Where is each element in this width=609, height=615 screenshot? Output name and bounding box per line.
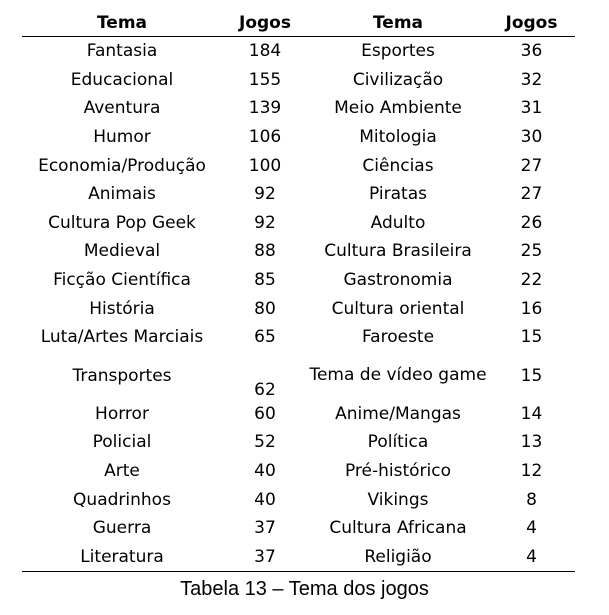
games-right-cell: 27 <box>520 155 543 176</box>
games-left-cell: 92 <box>254 184 276 205</box>
games-right-cell: 31 <box>520 98 543 119</box>
table-row <box>22 180 575 209</box>
games-left-cell: 80 <box>254 298 276 319</box>
table-header-row <box>22 9 575 37</box>
games-left-cell: 62 <box>254 379 276 400</box>
table-row <box>22 266 575 295</box>
games-right-cell: 25 <box>520 241 543 262</box>
games-left-cell: 37 <box>254 518 276 539</box>
theme-right-cell: Ciências <box>362 155 434 176</box>
theme-right-cell: Civilização <box>352 69 444 90</box>
theme-left-cell: Aventura <box>83 98 161 119</box>
table-caption: Tabela 13 – Tema dos jogos <box>180 578 429 600</box>
games-left-cell: 92 <box>254 212 276 233</box>
theme-right-cell: Anime/Mangas <box>335 403 461 424</box>
theme-right-cell: Cultura Brasileira <box>324 241 472 262</box>
theme-right-cell: Religião <box>308 543 488 572</box>
games-left-cell: 40 <box>254 461 276 482</box>
games-right-cell: 15 <box>520 365 543 386</box>
theme-left-cell: Animais <box>88 184 156 205</box>
table-row <box>22 543 575 572</box>
theme-left-cell: Transportes <box>72 365 172 386</box>
theme-left-cell: Guerra <box>92 518 152 539</box>
games-left-cell: 37 <box>222 543 308 572</box>
table-row <box>22 428 575 457</box>
theme-right-cell: Pré-histórico <box>344 461 452 482</box>
table-row <box>22 94 575 123</box>
theme-left-cell: Horror <box>95 403 149 424</box>
table-row <box>22 323 575 352</box>
header-theme-left: Tema <box>22 9 222 37</box>
table-row <box>22 294 575 323</box>
games-right-cell: 4 <box>488 543 575 572</box>
theme-left-cell: Economia/Produção <box>38 155 206 176</box>
theme-left-cell: História <box>89 298 155 319</box>
header-games-right: Jogos <box>488 9 575 37</box>
theme-left-cell: Medieval <box>83 241 161 262</box>
theme-left-cell: Luta/Artes Marciais <box>40 327 204 348</box>
table-row <box>22 514 575 543</box>
theme-right-cell: Mitologia <box>359 127 437 148</box>
theme-left-cell: Cultura Pop Geek <box>48 212 196 233</box>
theme-left-cell: Ficção Científica <box>53 270 191 291</box>
theme-left-cell: Policial <box>92 432 152 453</box>
games-left-cell: 106 <box>248 127 282 148</box>
table-row <box>22 457 575 486</box>
games-left-cell: 65 <box>254 327 276 348</box>
table-row <box>22 151 575 180</box>
theme-right-cell: Esportes <box>361 41 435 62</box>
theme-left-cell: Humor <box>93 127 151 148</box>
games-right-cell: 8 <box>526 489 537 510</box>
games-right-cell: 13 <box>520 432 543 453</box>
theme-right-cell: Cultura oriental <box>331 298 465 319</box>
games-right-cell: 16 <box>520 298 543 319</box>
games-right-cell: 26 <box>520 212 543 233</box>
theme-left-cell: Literatura <box>22 543 222 572</box>
table-row <box>22 352 575 400</box>
games-left-cell: 88 <box>254 241 276 262</box>
games-right-cell: 14 <box>520 403 543 424</box>
header-games-left: Jogos <box>222 9 308 37</box>
table-row <box>22 400 575 429</box>
games-left-cell: 52 <box>254 432 276 453</box>
table-body <box>22 37 575 572</box>
theme-right-cell: Piratas <box>369 184 427 205</box>
games-right-cell: 4 <box>526 518 537 539</box>
games-left-cell: 60 <box>254 403 276 424</box>
theme-left-cell: Arte <box>104 461 140 482</box>
games-right-cell: 36 <box>520 41 543 62</box>
games-right-cell: 15 <box>520 327 543 348</box>
theme-left-cell: Quadrinhos <box>73 489 171 510</box>
games-left-cell: 100 <box>248 155 282 176</box>
header-theme-right: Tema <box>308 9 488 37</box>
theme-right-cell: Gastronomia <box>343 270 453 291</box>
theme-right-cell: Meio Ambiente <box>334 98 462 119</box>
theme-right-cell: Tema de vídeo game <box>309 365 487 386</box>
theme-right-cell: Política <box>367 432 429 453</box>
table-row <box>22 237 575 266</box>
games-left-cell: 139 <box>248 98 282 119</box>
theme-left-cell: Educacional <box>70 69 174 90</box>
games-left-cell: 40 <box>254 489 276 510</box>
table-row <box>22 209 575 238</box>
table-row <box>22 66 575 95</box>
theme-left-cell: Fantasia <box>86 41 158 62</box>
themes-table-container <box>22 9 575 572</box>
theme-right-cell: Cultura Africana <box>329 518 467 539</box>
themes-table <box>22 9 575 572</box>
games-right-cell: 32 <box>520 69 543 90</box>
games-right-cell: 30 <box>520 127 543 148</box>
games-right-cell: 22 <box>520 270 543 291</box>
theme-right-cell: Vikings <box>367 489 429 510</box>
table-row <box>22 123 575 152</box>
theme-right-cell: Faroeste <box>361 327 435 348</box>
games-left-cell: 184 <box>248 41 282 62</box>
table-row <box>22 485 575 514</box>
games-left-cell: 85 <box>254 270 276 291</box>
games-right-cell: 27 <box>520 184 543 205</box>
table-row <box>22 37 575 66</box>
games-right-cell: 12 <box>520 461 543 482</box>
games-left-cell: 155 <box>248 69 282 90</box>
theme-right-cell: Adulto <box>370 212 426 233</box>
